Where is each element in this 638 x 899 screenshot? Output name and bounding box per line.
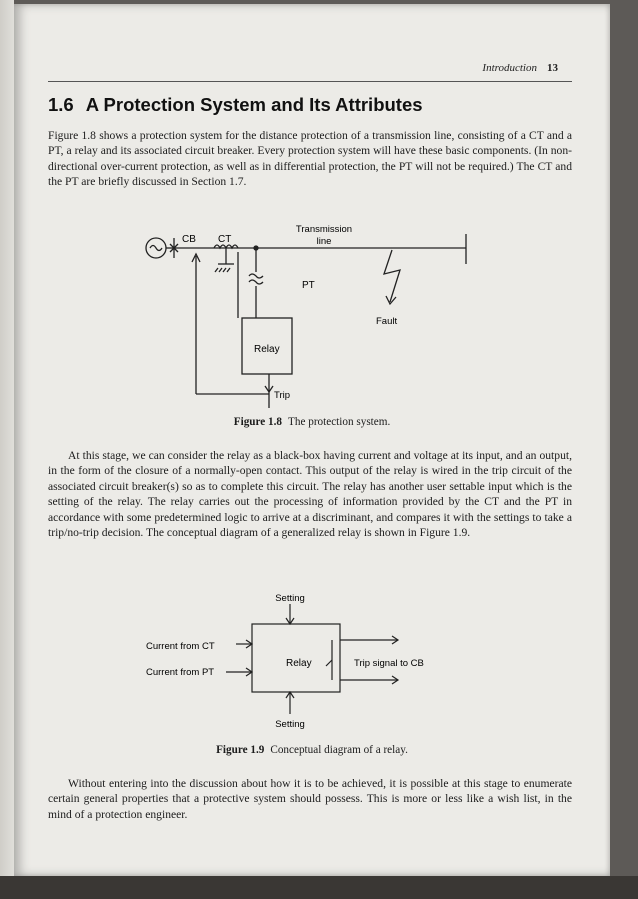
trip-label: Trip — [274, 390, 291, 401]
current-ct-label: Current from CT — [146, 641, 215, 652]
pt-symbol — [249, 274, 263, 284]
figure-1-9-diagram — [126, 590, 456, 730]
scan-bottom-edge — [0, 876, 638, 899]
paragraph-3: Without entering into the discussion about how it is to be achieved, it is possible at this stage to enumerate certain general properties that a protective system should possess. This is more or less like a wish list, in the mind of a protection engineer. — [48, 777, 572, 821]
setting-top-label: Setting — [275, 593, 305, 604]
figure-1-8-diagram — [114, 216, 494, 408]
pt-label: PT — [302, 280, 315, 291]
current-pt-label: Current from PT — [146, 667, 215, 678]
relay-label: Relay — [286, 658, 312, 669]
fault-label: Fault — [376, 316, 398, 327]
figure-1-9-caption-label: Figure 1.9 — [216, 744, 265, 756]
figure-1-8-caption-label: Figure 1.8 — [233, 416, 283, 428]
fault-arrow — [384, 250, 400, 302]
header-rule — [48, 81, 572, 82]
trip-signal-label: Trip signal to CB — [354, 658, 424, 669]
paragraph-1: Figure 1.8 shows a protection system for the distance protection of a transmission line, consisting of a CT and a PT, a relay and its associated circuit breaker. Every protection system will have these basic components. (In non-directional over-current protection, as well as in differential protection, the PT will not be required.) The CT and the PT are briefly discussed in Section 1.7. — [48, 129, 572, 189]
figure-1-8-caption — [14, 416, 610, 428]
figure-1-9-caption-text: Conceptual diagram of a relay. — [270, 744, 408, 756]
book-page — [14, 4, 610, 876]
section-number: 1.6 — [48, 94, 74, 115]
section-title: A Protection System and Its Attributes — [85, 94, 423, 115]
figure-1-8-caption-text: The protection system. — [288, 416, 391, 428]
running-head — [482, 62, 558, 74]
line-label: line — [316, 236, 332, 247]
transmission-label: Transmission — [295, 224, 353, 235]
section-heading — [48, 94, 423, 116]
page-edge — [0, 0, 14, 899]
paragraph-2: At this stage, we can consider the relay as a black-box having current and voltage at its input, and an output, in the form of the closure of a normally-open contact. This output of the relay is wired in the trip circuit of the associated circuit breaker(s) so as to complete this circuit. The relay has another user settable input which is the setting of the relay. The relay carries out the processing of information provided by the CT and the PT in accordance with some predetermined logic to arrive at a discriminant, and compares it with the settings to take a trip/no-trip decision. The conceptual diagram of a generalized relay is shown in Figure 1.9. — [48, 449, 572, 540]
figure-1-9-caption — [14, 744, 610, 756]
running-head-title: Introduction — [482, 62, 537, 74]
setting-bottom-label: Setting — [275, 719, 305, 730]
cb-label: CB — [182, 234, 196, 245]
page-number: 13 — [547, 62, 558, 74]
relay-label: Relay — [254, 344, 280, 355]
ct-label: CT — [218, 234, 232, 245]
